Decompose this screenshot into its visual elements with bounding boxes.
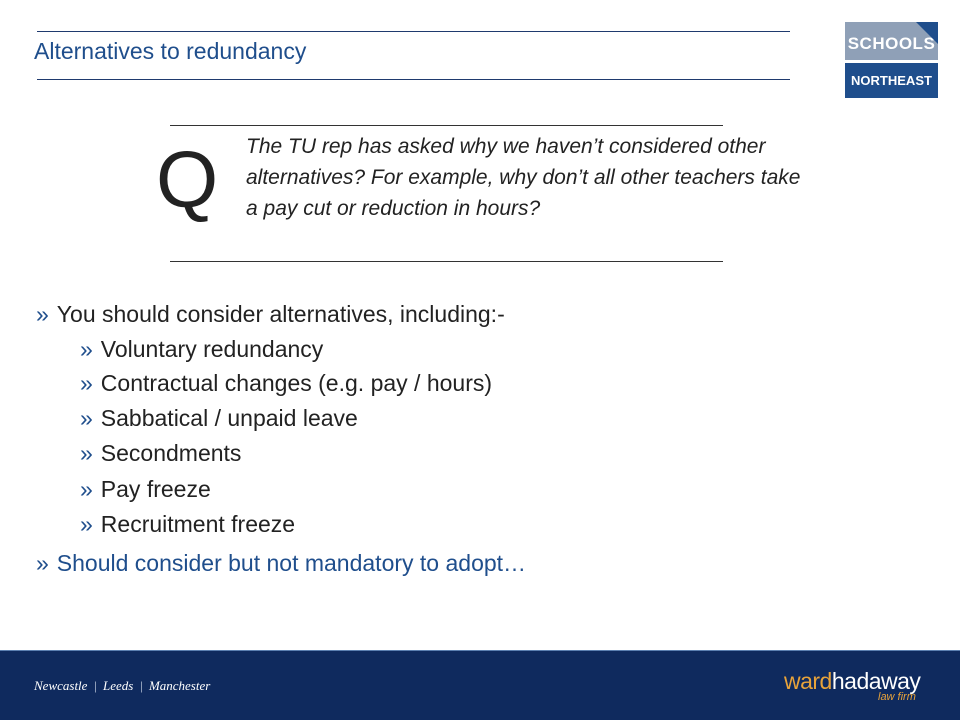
logo-northeast-text: NORTHEAST — [845, 63, 938, 98]
title-bottom-rule — [37, 79, 790, 80]
bullet-intro — [36, 301, 505, 328]
bullet-marker: » — [80, 370, 93, 396]
question-text: The TU rep has asked why we haven’t considered other alternatives? For example, why don’t all other teachers take a pay cut or reduction in hours? — [246, 135, 801, 220]
brand-ward: ward — [784, 668, 832, 694]
bullet-marker: » — [80, 405, 93, 431]
brand-hadaway: hadaway — [831, 668, 921, 694]
sub-bullet-text: Pay freeze — [100, 476, 211, 502]
bullet-marker: » — [80, 511, 93, 537]
schools-northeast-logo — [845, 22, 938, 98]
sub-bullet-item — [80, 405, 358, 432]
logo-corner-triangle — [916, 22, 938, 44]
bullet-conclusion — [36, 550, 526, 577]
logo-schools-text: SCHOOLS — [845, 22, 938, 60]
slide-title: Alternatives to redundancy — [34, 38, 307, 64]
footer-top-line — [0, 650, 960, 651]
sub-bullet-item — [80, 511, 295, 538]
sub-bullet-item — [80, 476, 211, 503]
sub-bullet-item — [80, 440, 241, 467]
brand-law-firm: law firm — [878, 691, 916, 703]
city-newcastle: Newcastle — [34, 678, 88, 693]
city-separator: | — [139, 678, 143, 693]
city-leeds: Leeds — [103, 678, 134, 693]
bullet-marker: » — [80, 476, 93, 502]
bullet-conclusion-text: Should consider but not mandatory to adopt… — [56, 550, 527, 576]
title-top-rule — [37, 31, 790, 32]
sub-bullet-item — [80, 336, 323, 363]
bullet-marker: » — [80, 440, 93, 466]
question-bottom-rule — [170, 261, 723, 262]
sub-bullet-item — [80, 370, 492, 397]
bullet-marker: » — [36, 301, 49, 327]
sub-bullet-text: Contractual changes (e.g. pay / hours) — [100, 370, 493, 396]
sub-bullet-text: Recruitment freeze — [100, 511, 296, 537]
city-manchester: Manchester — [148, 678, 211, 693]
footer-bar — [0, 650, 960, 720]
sub-bullet-text: Secondments — [100, 440, 242, 466]
city-separator: | — [93, 678, 98, 693]
bullet-marker: » — [80, 336, 93, 362]
question-letter: Q — [156, 135, 219, 224]
office-locations — [34, 678, 210, 694]
question-top-rule — [170, 125, 723, 126]
bullet-marker: » — [36, 550, 49, 576]
bullet-intro-text: You should consider alternatives, including:- — [56, 301, 505, 327]
sub-bullet-text: Sabbatical / unpaid leave — [100, 405, 358, 431]
sub-bullet-text: Voluntary redundancy — [100, 336, 324, 362]
